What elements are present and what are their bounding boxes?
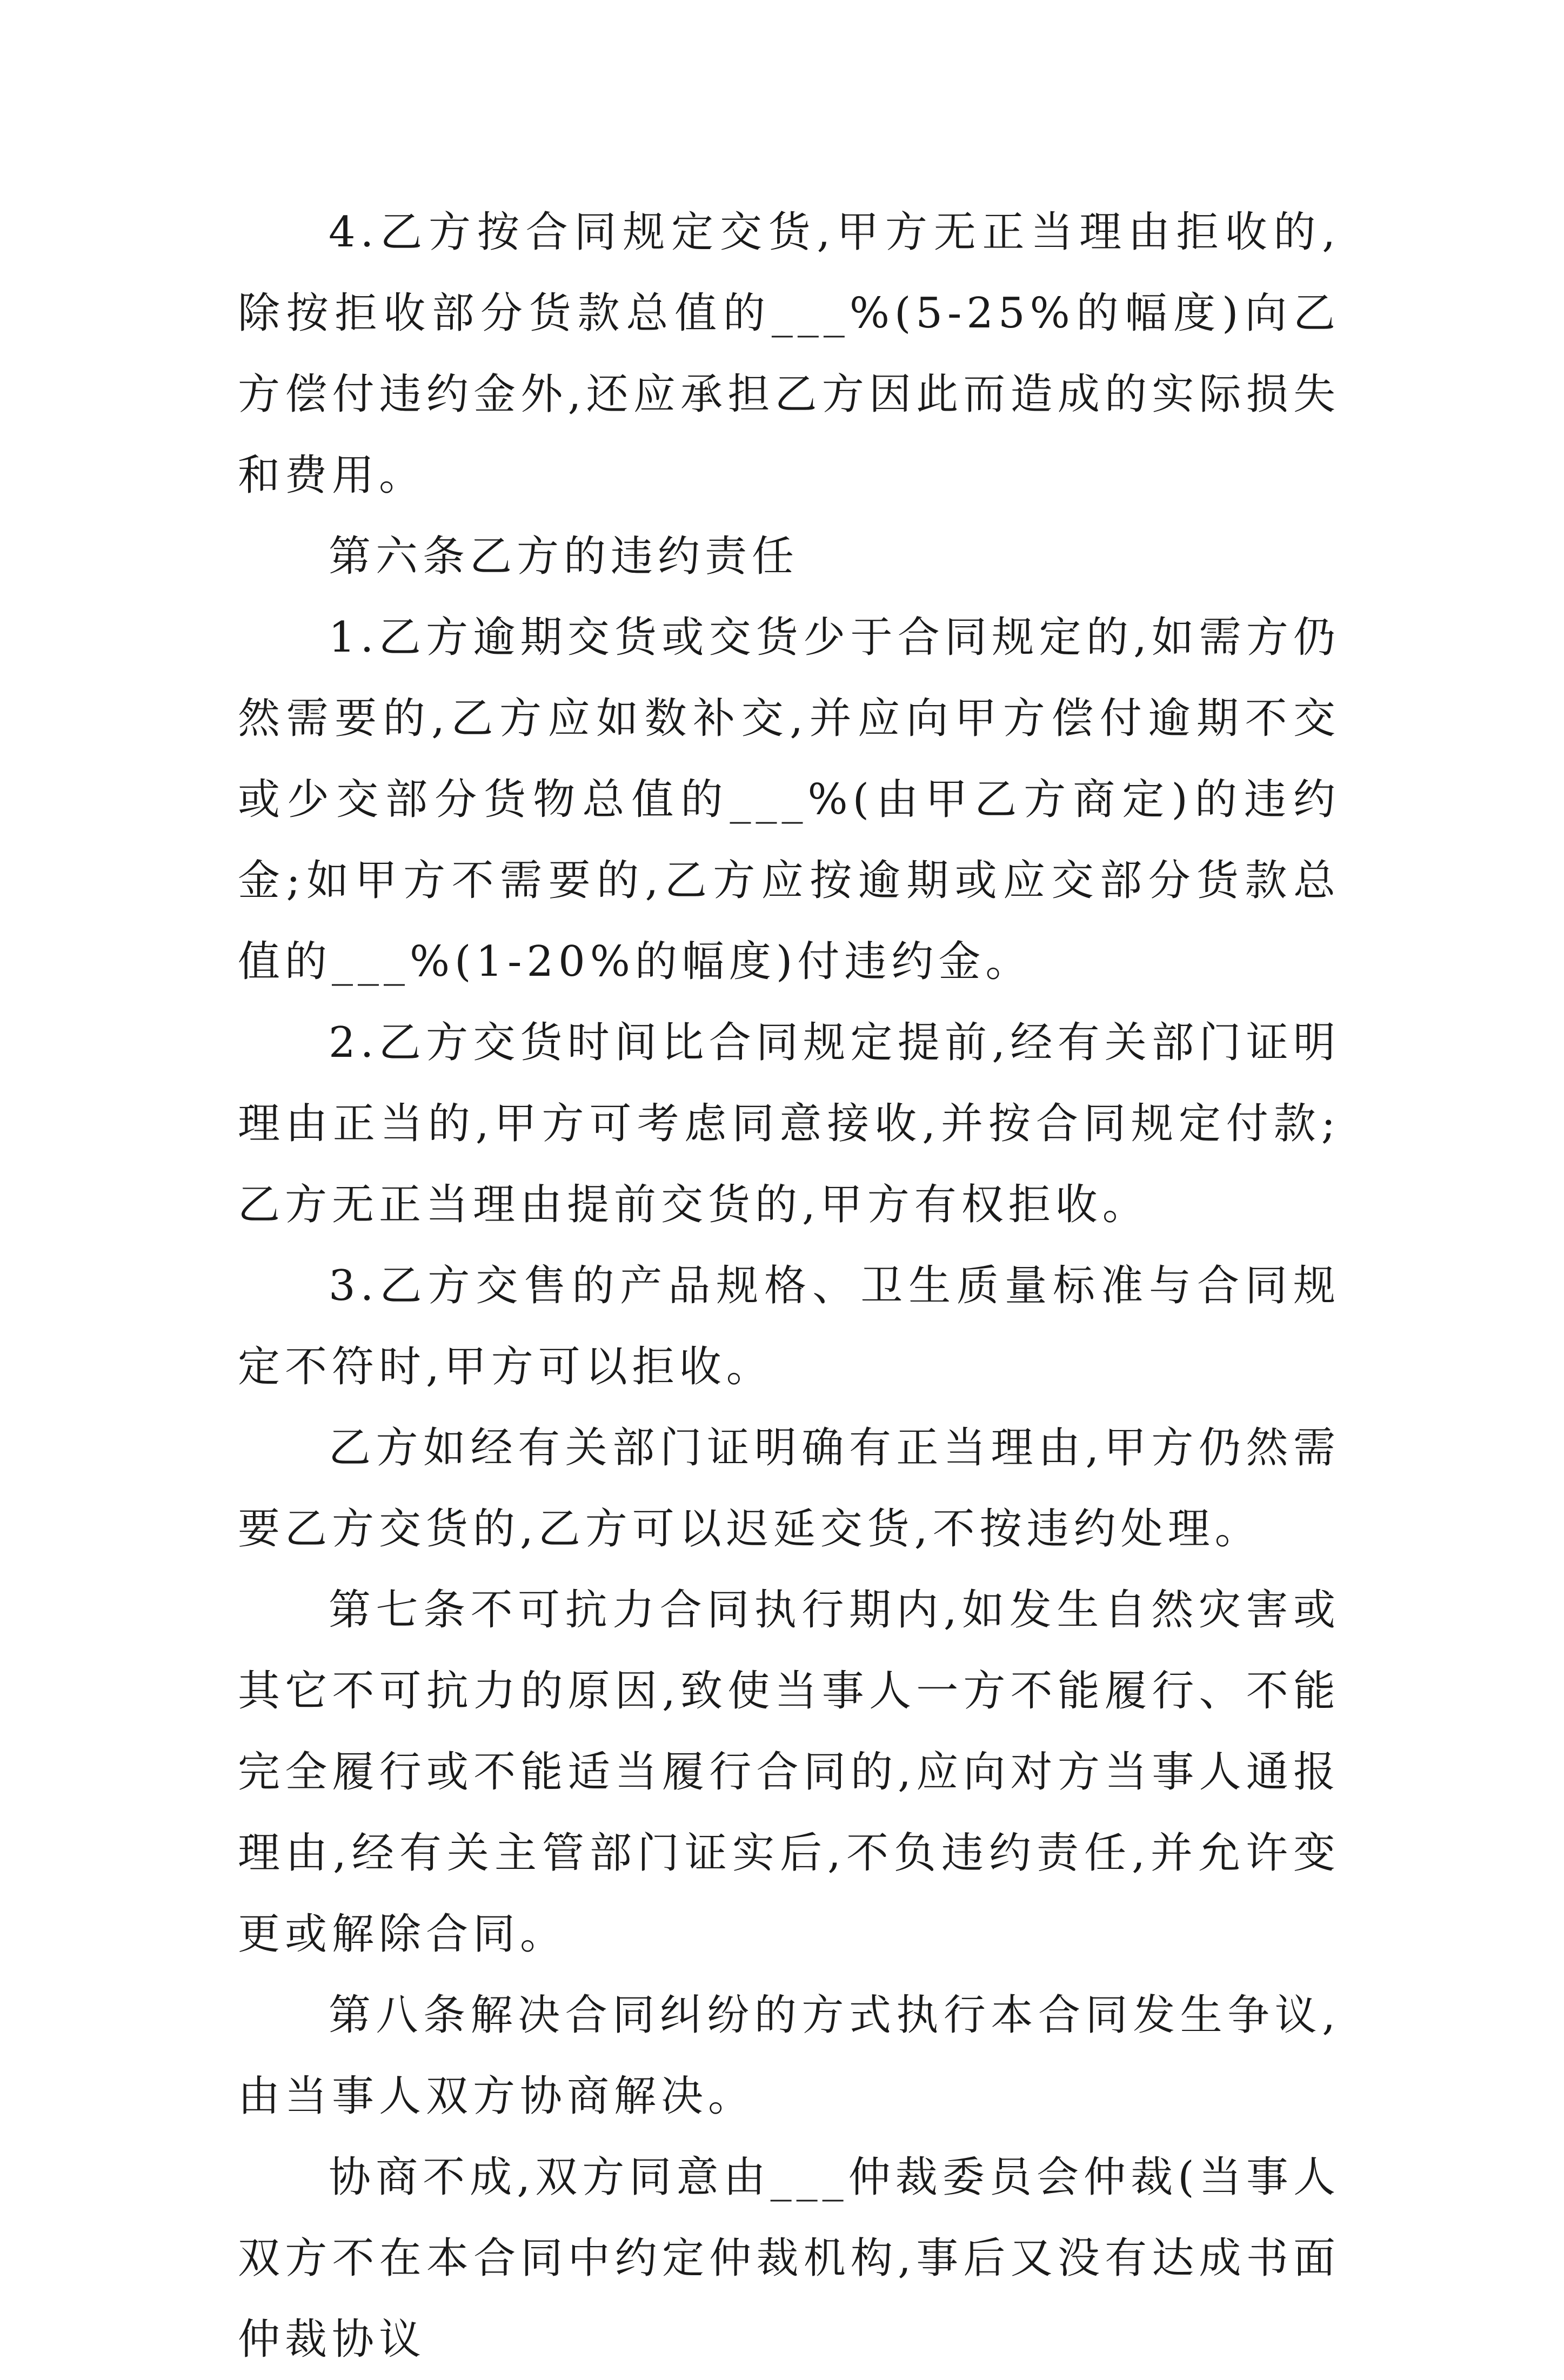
article-6-heading: 第六条乙方的违约责任	[329, 532, 799, 581]
document-body	[238, 192, 1340, 2380]
article-8-dispute-resolution: 第八条解决合同纠纷的方式执行本合同发生争议,由当事人双方协商解决。	[238, 1991, 1340, 2121]
paragraph-item-3-spec-mismatch: 3.乙方交售的产品规格、卫生质量标准与合同规定不符时,甲方可以拒收。	[238, 1262, 1340, 1391]
paragraph-item-1-late-delivery: 1.乙方逾期交货或交货少于合同规定的,如需方仍然需要的,乙方应如数补交,并应向甲方偿付逾期不交或少交部分货物总值的___%(由甲乙方商定)的违约金;如甲方不需要的,乙方应按逾期或应交部分货款总值的___%(1-20%的幅度)付违约金。	[238, 613, 1340, 986]
paragraph-item-4-rejection: 4.乙方按合同规定交货,甲方无正当理由拒收的,除按拒收部分货款总值的___%(5-25%的幅度)向乙方偿付违约金外,还应承担乙方因此而造成的实际损失和费用。	[238, 208, 1340, 500]
paragraph-arbitration: 协商不成,双方同意由___仲裁委员会仲裁(当事人双方不在本合同中约定仲裁机构,事后又没有达成书面仲裁协议	[238, 2153, 1340, 2364]
paragraph-item-2-early-delivery: 2.乙方交货时间比合同规定提前,经有关部门证明理由正当的,甲方可考虑同意接收,并按合同规定付款;乙方无正当理由提前交货的,甲方有权拒收。	[238, 1018, 1340, 1229]
paragraph-delay-exemption: 乙方如经有关部门证明确有正当理由,甲方仍然需要乙方交货的,乙方可以迟延交货,不按违约处理。	[238, 1424, 1340, 1553]
article-7-force-majeure: 第七条不可抗力合同执行期内,如发生自然灾害或其它不可抗力的原因,致使当事人一方不能履行、不能完全履行或不能适当履行合同的,应向对方当事人通报理由,经有关主管部门证实后,不负违约责任,并允许变更或解除合同。	[238, 1586, 1340, 1959]
